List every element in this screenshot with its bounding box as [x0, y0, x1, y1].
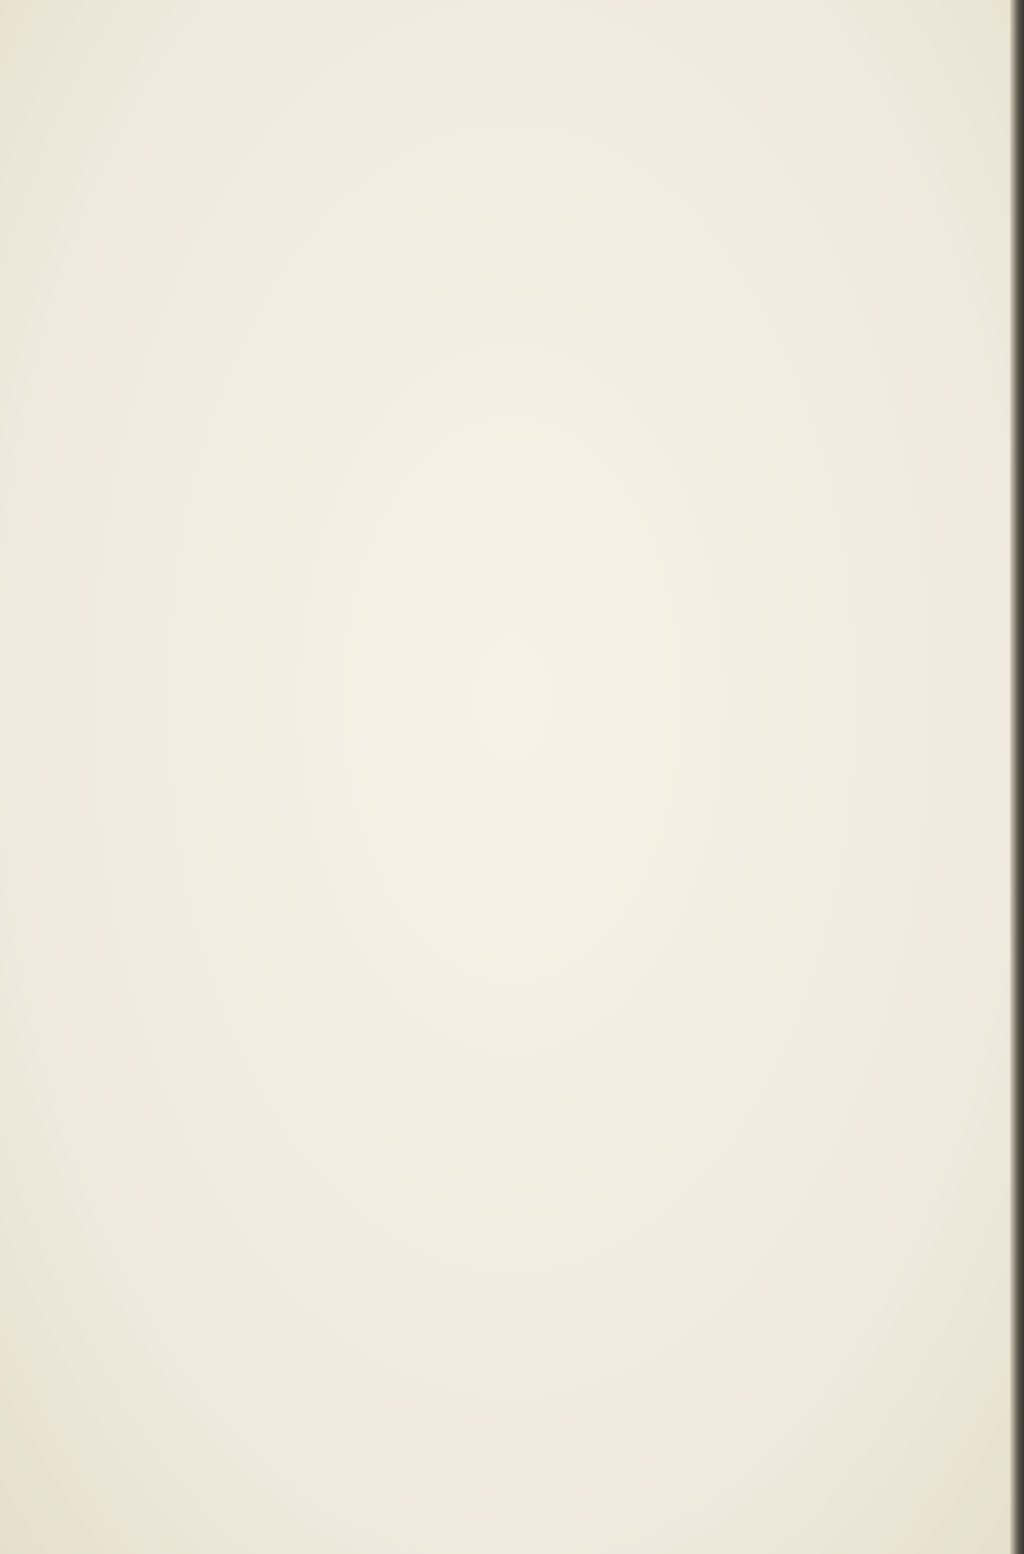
page-edge-shadow	[1010, 0, 1024, 1554]
